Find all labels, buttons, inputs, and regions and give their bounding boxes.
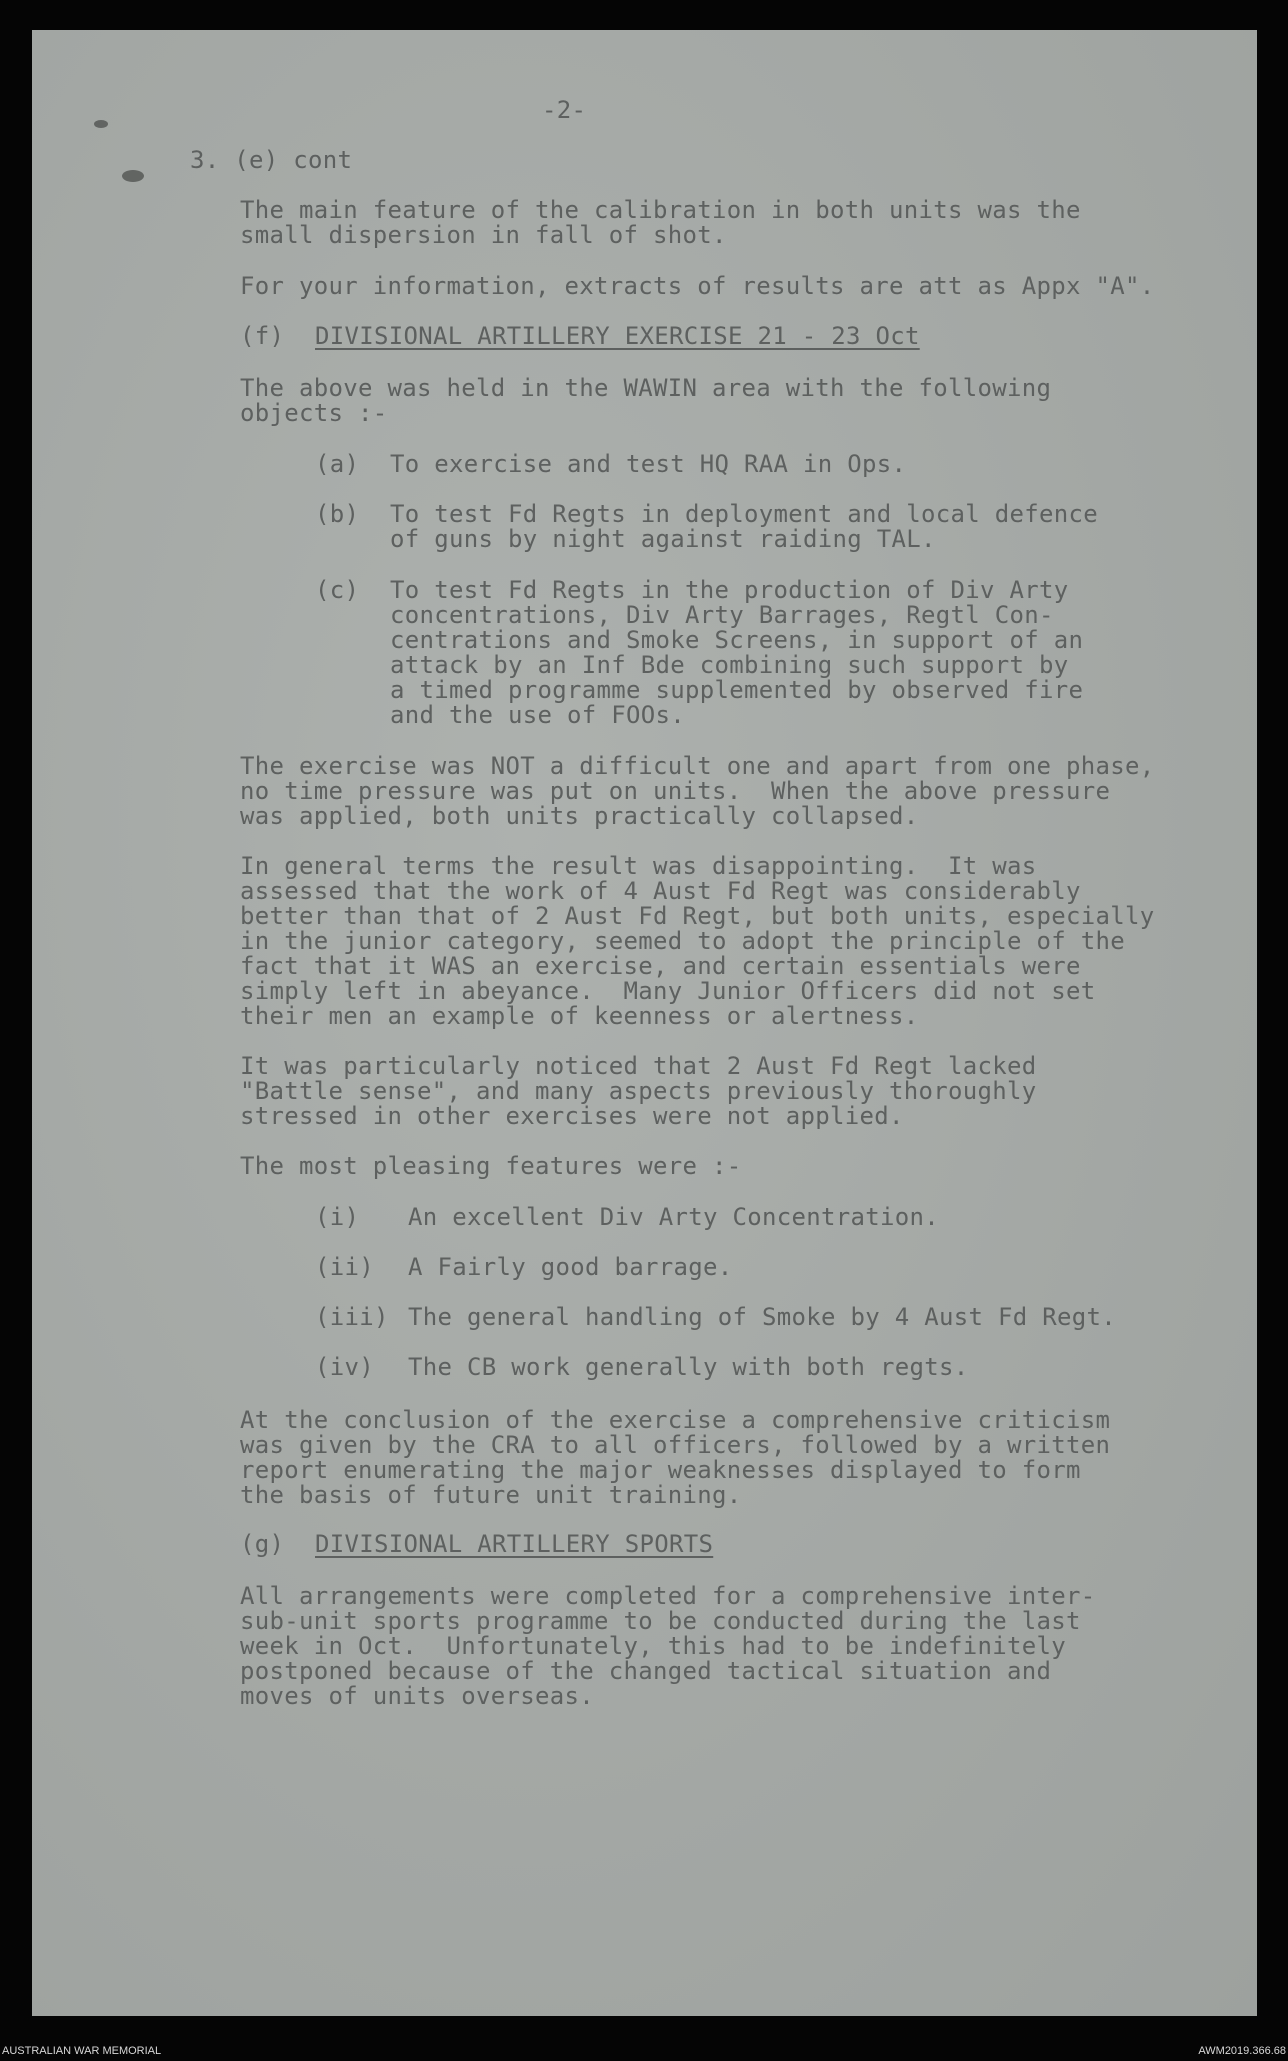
heading-g-label: (g) [240,1530,285,1558]
footer-source: AUSTRALIAN WAR MEMORIAL [2,2045,162,2057]
footer-accession: AWM2019.366.68 [1198,2045,1286,2057]
feature-label: (iv) [315,1353,374,1381]
heading-f-title: DIVISIONAL ARTILLERY EXERCISE 21 - 23 Oct [315,322,920,350]
section-continuation: 3. (e) cont [190,146,353,174]
ink-smudge [94,120,108,128]
feature-label: (ii) [315,1253,374,1281]
feature-label: (iii) [315,1303,389,1331]
paragraph-pleasing: The most pleasing features were :- [240,1152,742,1180]
heading-g-title: DIVISIONAL ARTILLERY SPORTS [315,1530,714,1558]
paragraph-appendix: For your information, extracts of results are att as Appx "A". [240,272,1155,300]
ink-smudge [122,170,144,182]
object-label: (b) [315,500,360,528]
object-label: (a) [315,450,360,478]
feature-label: (i) [315,1203,360,1231]
document-page: -2- 3. (e) cont The main feature of the calibration in both units was the small dispersion in fall of shot. For your information, extracts of results are att as Appx "A". (f) DIVISIONAL ARTILLERY EXERCISE 21 - 23 Oct The above was held in the WAWIN area with the following objects :- (a) To exercise and test HQ RAA in Ops. (b) To test Fd Regts in deployment and local defence of guns by night against raiding TAL. (c) To test Fd Regts in the production of Div Arty concentrations, Div Arty Barrages, Regtl Con- centrations and Smoke Screens, in support of an attack by an Inf Bde combining such support by a timed programme supplemented by observed fire and the use of FOOs. The exercise was NOT a difficult one and apart from one phase, no time pressure was put on units. When the above pressure was applied, both units practically collapsed. In general terms the result was disappointing. It was assessed that the work of 4 Aust Fd Regt was considerably better than that of 2 Aust Fd Regt, but both units, especially in the junior category, seemed to adopt the principle of the fact that it WAS an exercise, and certain essentials were simply left in abeyance. Many Junior Officers did not set their men an example of keenness or alertness. It was particularly noticed that 2 Aust Fd Regt lacked "Battle sense", and many aspects previously thoroughly stressed in other exercises were not applied. The most pleasing features were :- (i) An excellent Div Arty Concentration. (ii) A Fairly good barrage. (iii) The general handling of Smoke by 4 Aust Fd Regt. (iv) The CB work generally with both regts. At the conclusion of the exercise a comprehensive criticism was given by the CRA to all officers, followed by a written report enumerating the major weaknesses displayed to form the basis of future unit training. (g) DIVISIONAL ARTILLERY SPORTS All arrangements were completed for a comprehensive inter- sub-unit sports programme to be conducted during the last week in Oct. Unfortunately, this had to be indefinitely postponed because of the changed tactical situation and moves of units overseas. [32,30,1257,2016]
page-number: -2- [542,96,587,124]
heading-f-label: (f) [240,322,285,350]
object-label: (c) [315,576,360,604]
